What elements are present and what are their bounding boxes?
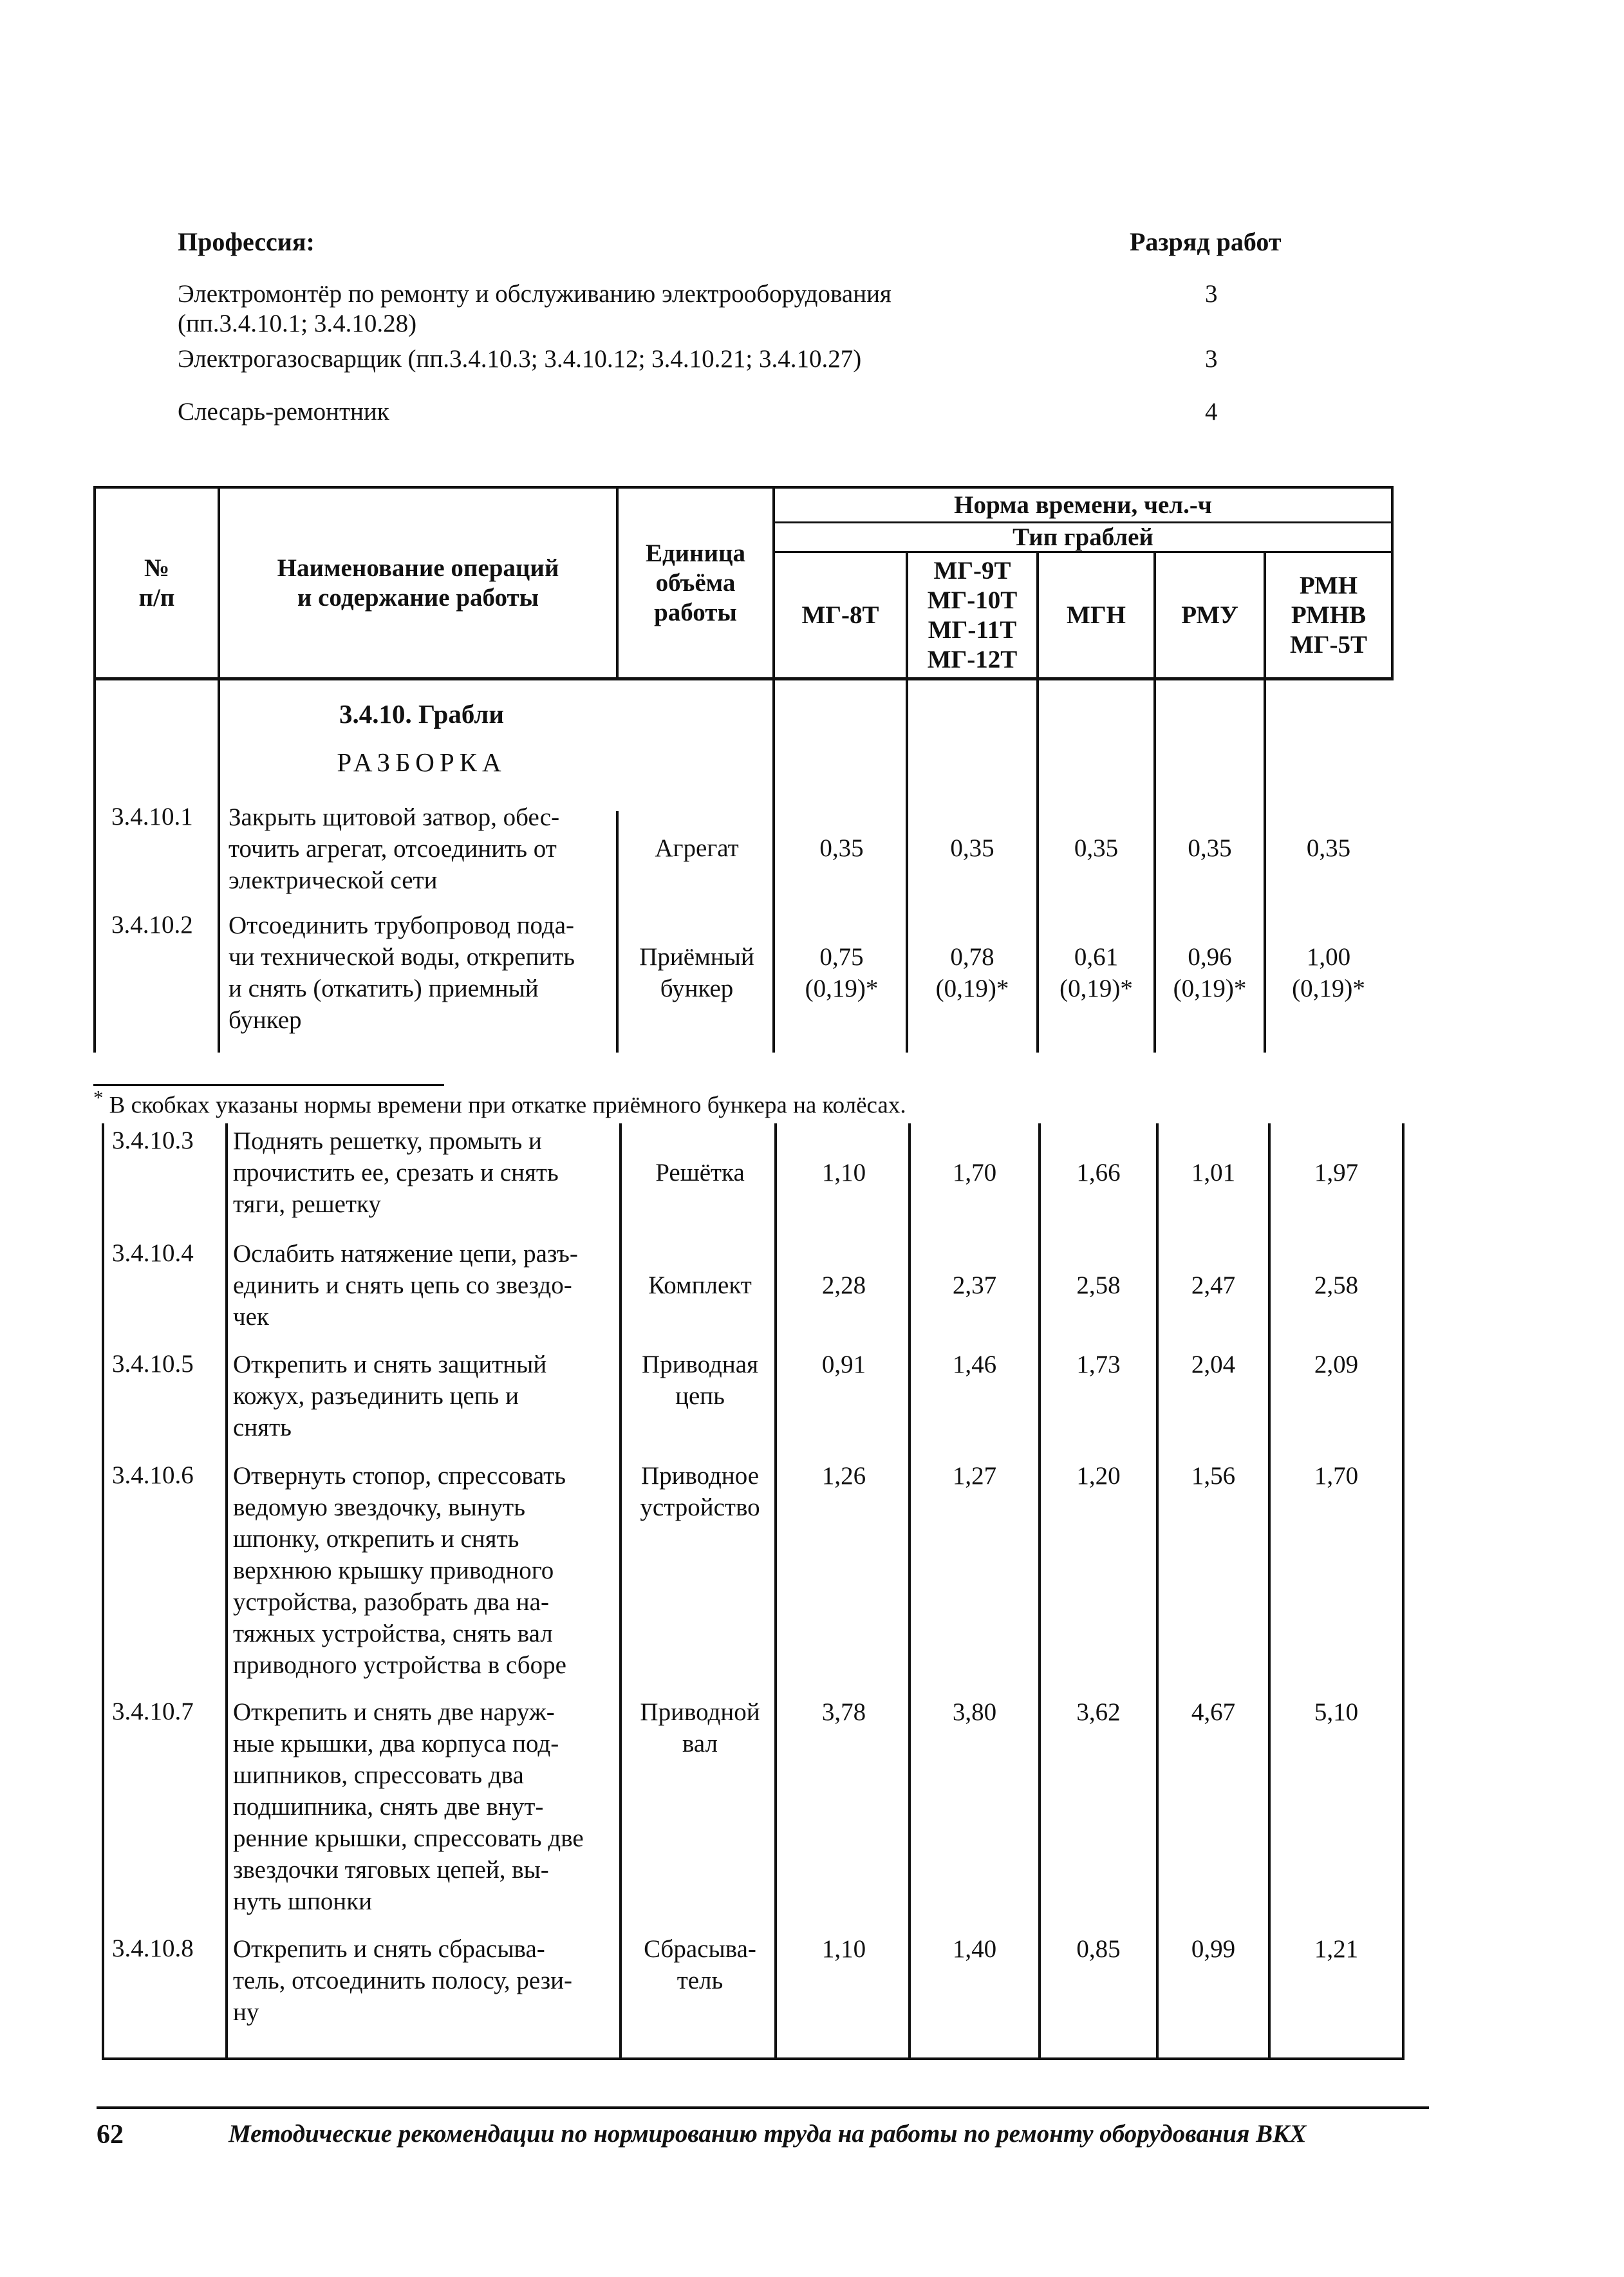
row-7-name: [233, 1696, 629, 1917]
row-1-value-3: 0,35: [1074, 834, 1119, 862]
row-6-name-line-1: Отвернуть стопор, спрессовать: [233, 1462, 566, 1490]
grade-label: Разряд работ: [1130, 227, 1282, 256]
header-type-3-line-1: МГН: [1067, 601, 1126, 629]
row-3-name-line-3: тяги, решетку: [233, 1190, 381, 1218]
row-4-num: 3.4.10.4: [112, 1239, 194, 1267]
row-2-num: 3.4.10.2: [111, 911, 193, 939]
row-3-name: [233, 1125, 629, 1220]
row-1-value-4: 0,35: [1188, 834, 1232, 862]
row-6-value-3: 1,20: [1076, 1462, 1121, 1490]
col-divider-num-lower: [225, 1123, 228, 2060]
col-divider-unit-lower: [774, 1123, 777, 2060]
row-5-value-5: 2,09: [1314, 1351, 1359, 1378]
row-2-name-line-1: Отсоединить трубопровод пода-: [229, 912, 575, 939]
header-type-4-line-1: РМУ: [1181, 601, 1238, 629]
row-8-name-line-3: ну: [233, 1998, 259, 2026]
row-1-value-1: 0,35: [819, 834, 864, 862]
row-7-name-line-3: шипников, спрессовать два: [233, 1761, 524, 1789]
row-2-value-4-alt: (0,19)*: [1173, 975, 1247, 1002]
footnote: [93, 1087, 906, 1119]
table-right-border-lower: [1402, 1123, 1405, 2060]
row-3-num: 3.4.10.3: [112, 1127, 194, 1154]
row-6-unit-line-1: Приводное: [640, 1462, 760, 1490]
row-5-unit-line-1: Приводная: [641, 1351, 759, 1378]
row-2-value-5-alt: (0,19)*: [1292, 975, 1365, 1002]
row-2-unit: [624, 941, 769, 1004]
row-6-unit-line-2: устройство: [640, 1494, 760, 1521]
row-2-value-3-alt: (0,19)*: [1059, 975, 1133, 1002]
row-7-value-2: 3,80: [952, 1698, 997, 1726]
row-7-name-line-2: ные крышки, два корпуса под-: [233, 1730, 559, 1757]
row-1-name-line-2: точить агрегат, отсоединить от: [229, 835, 557, 863]
row-6-name-line-2: ведомую звездочку, вынуть: [233, 1494, 525, 1521]
row-5-unit: [628, 1349, 772, 1412]
row-8-num: 3.4.10.8: [112, 1935, 194, 1962]
header-num: [96, 489, 218, 677]
row-8-unit-line-2: тель: [677, 1967, 723, 1994]
row-1-num: 3.4.10.1: [111, 803, 193, 830]
row-5-name-line-1: Открепить и снять защитный: [233, 1351, 547, 1378]
row-6-name-line-6: тяжных устройства, снять вал: [233, 1620, 553, 1647]
row-8-name-line-1: Открепить и снять сбрасыва-: [233, 1935, 545, 1963]
row-7-num: 3.4.10.7: [112, 1698, 194, 1725]
row-4-name-line-2: единить и снять цепь со звездо-: [233, 1271, 572, 1299]
row-2-name: [229, 910, 624, 1036]
row-7-unit-line-2: вал: [682, 1730, 718, 1757]
row-2-value-1: [778, 941, 906, 1004]
profession-1: [178, 279, 1182, 339]
row-6-name-line-5: устройства, разобрать два на-: [233, 1588, 549, 1616]
row-3-name-line-1: Поднять решетку, промыть и: [233, 1127, 542, 1155]
row-4-value-2: 2,37: [952, 1271, 997, 1299]
row-1-unit: Агрегат: [655, 834, 739, 862]
row-2-name-line-4: бункер: [229, 1006, 302, 1034]
header-type-5-line-1: РМН: [1299, 571, 1358, 599]
row-6-value-2: 1,27: [952, 1462, 997, 1490]
header-type-2-line-1: МГ-9Т: [933, 556, 1011, 585]
col-divider-type-4-lower: [1268, 1123, 1271, 2060]
row-5-value-3: 1,73: [1076, 1351, 1121, 1378]
header-name-line-1: Наименование операций: [277, 554, 559, 582]
footnote-mark: *: [93, 1087, 104, 1109]
row-1-name: [229, 801, 624, 896]
row-1-value-5: 0,35: [1306, 834, 1351, 862]
row-2-value-2: [908, 941, 1036, 1004]
footnote-text: В скобках указаны нормы времени при откатке приёмного бункера на колёсах.: [109, 1092, 906, 1119]
header-type-1-line-1: МГ-8Т: [801, 601, 879, 629]
header-norm-title: Норма времени, чел.-ч: [954, 491, 1212, 519]
row-3-value-4: 1,01: [1191, 1159, 1236, 1186]
header-unit-line-2: объёма: [655, 568, 736, 597]
row-4-value-4: 2,47: [1191, 1271, 1236, 1299]
header-name: [220, 489, 616, 677]
row-4-name: [233, 1238, 629, 1333]
row-3-value-5: 1,97: [1314, 1159, 1359, 1186]
col-divider-type-1-lower: [908, 1123, 911, 2060]
row-3-name-line-2: прочистить ее, срезать и снять: [233, 1159, 559, 1186]
profession-label: Профессия:: [178, 227, 315, 256]
row-2-value-5-main: 1,00: [1306, 943, 1351, 971]
row-8-name-line-2: тель, отсоединить полосу, рези-: [233, 1967, 572, 1994]
row-2-value-1-alt: (0,19)*: [805, 975, 879, 1002]
row-7-unit-line-1: Приводной: [640, 1698, 760, 1726]
row-2-value-1-main: 0,75: [819, 943, 864, 971]
row-5-unit-line-2: цепь: [675, 1382, 725, 1410]
profession-2-grade: 3: [1205, 345, 1218, 373]
profession-1-line-2: (пп.3.4.10.1; 3.4.10.28): [178, 310, 417, 337]
header-name-line-2: и содержание работы: [297, 583, 539, 612]
row-5-name-line-2: кожух, разъединить цепь и: [233, 1382, 519, 1410]
row-8-unit-line-1: Сбрасыва-: [644, 1935, 756, 1963]
header-type-mg9t: [908, 553, 1036, 677]
header-unit-line-1: Единица: [645, 539, 746, 567]
row-1-value-2: 0,35: [950, 834, 994, 862]
row-5-value-4: 2,04: [1191, 1351, 1236, 1378]
row-4-name-line-3: чек: [233, 1303, 269, 1331]
header-rake-type: Тип граблей: [1013, 523, 1153, 551]
row-5-num: 3.4.10.5: [112, 1350, 194, 1378]
row-7-value-5: 5,10: [1314, 1698, 1359, 1726]
footer-rule: [97, 2106, 1429, 2109]
row-7-name-line-5: ренние крышки, спрессовать две: [233, 1824, 584, 1852]
row-7-value-1: 3,78: [821, 1698, 866, 1726]
row-3-value-3: 1,66: [1076, 1159, 1121, 1186]
section-title: 3.4.10. Грабли: [339, 699, 504, 729]
row-2-value-2-alt: (0,19)*: [935, 975, 1009, 1002]
row-6-name: [233, 1460, 629, 1681]
profession-3: Слесарь-ремонтник: [178, 398, 389, 426]
row-8-value-3: 0,85: [1076, 1935, 1121, 1963]
table-left-border-lower: [102, 1123, 104, 2060]
col-divider-type-2-lower: [1038, 1123, 1041, 2060]
row-7-unit: [628, 1696, 772, 1759]
row-6-value-1: 1,26: [821, 1462, 866, 1490]
profession-1-grade: 3: [1205, 280, 1218, 308]
col-divider-type-3-lower: [1156, 1123, 1159, 2060]
row-5-value-2: 1,46: [952, 1351, 997, 1378]
row-8-value-5: 1,21: [1314, 1935, 1359, 1963]
row-4-value-5: 2,58: [1314, 1271, 1359, 1299]
row-7-name-line-1: Открепить и снять две наруж-: [233, 1698, 555, 1726]
row-4-name-line-1: Ослабить натяжение цепи, разъ-: [233, 1240, 578, 1268]
row-6-name-line-7: приводного устройства в сборе: [233, 1651, 566, 1679]
header-unit-line-3: работы: [654, 598, 737, 626]
page-number: 62: [97, 2120, 124, 2150]
header-type-2-line-2: МГ-10Т: [927, 586, 1018, 614]
row-7-name-line-6: звездочки тяговых цепей, вы-: [233, 1856, 549, 1884]
footnote-rule: [93, 1084, 444, 1086]
row-8-unit: [628, 1933, 772, 1996]
row-8-value-2: 1,40: [952, 1935, 997, 1963]
row-5-value-1: 0,91: [821, 1351, 866, 1378]
header-type-2-line-4: МГ-12Т: [927, 645, 1018, 673]
row-7-value-3: 3,62: [1076, 1698, 1121, 1726]
row-4-value-1: 2,28: [821, 1271, 866, 1299]
header-num-line-2: п/п: [138, 583, 175, 612]
row-2-unit-line-2: бункер: [660, 975, 734, 1002]
row-6-unit: [628, 1460, 772, 1523]
table-right-border-upper: [1391, 486, 1394, 679]
header-type-5-line-3: МГ-5Т: [1289, 630, 1368, 659]
header-num-line-1: №: [144, 554, 170, 582]
row-2-name-line-2: чи технической воды, открепить: [229, 943, 575, 971]
row-3-unit: Решётка: [655, 1159, 745, 1186]
row-8-value-4: 0,99: [1191, 1935, 1236, 1963]
header-type-mgn: [1039, 553, 1153, 677]
row-2-unit-line-1: Приёмный: [639, 943, 754, 971]
row-2-name-line-3: и снять (откатить) приемный: [229, 975, 539, 1002]
row-4-unit: Комплект: [648, 1271, 752, 1299]
row-8-name: [233, 1933, 629, 2028]
footer-title: Методические рекомендации по нормированию труда на работы по ремонту оборудования ВКХ: [229, 2120, 1307, 2148]
row-2-value-5: [1266, 941, 1391, 1004]
row-5-name: [233, 1349, 629, 1443]
row-2-value-4-main: 0,96: [1188, 943, 1232, 971]
row-6-value-5: 1,70: [1314, 1462, 1359, 1490]
row-7-name-line-7: нуть шпонки: [233, 1888, 373, 1915]
row-1-name-line-3: электрической сети: [229, 867, 438, 894]
header-unit: [619, 489, 772, 677]
row-2-value-3: [1039, 941, 1153, 1004]
header-type-mg8t: [775, 553, 906, 677]
header-type-rmn: [1266, 553, 1391, 677]
profession-2: Электрогазосварщик (пп.3.4.10.3; 3.4.10.12; 3.4.10.21; 3.4.10.27): [178, 345, 862, 373]
row-1-name-line-1: Закрыть щитовой затвор, обес-: [229, 803, 560, 831]
profession-1-line-1: Электромонтёр по ремонту и обслуживанию электрооборудования: [178, 280, 891, 308]
row-7-name-line-4: подшипника, снять две внут-: [233, 1793, 544, 1821]
row-8-value-1: 1,10: [821, 1935, 866, 1963]
row-6-name-line-3: шпонку, открепить и снять: [233, 1525, 519, 1553]
row-6-num: 3.4.10.6: [112, 1461, 194, 1489]
row-5-name-line-3: снять: [233, 1414, 292, 1441]
row-6-name-line-4: верхнюю крышку приводного: [233, 1557, 554, 1584]
row-6-value-4: 1,56: [1191, 1462, 1236, 1490]
row-2-value-4: [1156, 941, 1264, 1004]
row-2-value-2-main: 0,78: [950, 943, 994, 971]
row-3-value-1: 1,10: [821, 1159, 866, 1186]
row-7-value-4: 4,67: [1191, 1698, 1236, 1726]
row-2-value-3-main: 0,61: [1074, 943, 1119, 971]
header-bottom-border: [93, 677, 1394, 680]
section-subtitle: РАЗБОРКА: [337, 747, 507, 777]
profession-3-grade: 4: [1205, 398, 1218, 426]
header-type-5-line-2: РМНВ: [1291, 601, 1367, 629]
row-3-value-2: 1,70: [952, 1159, 997, 1186]
header-type-rmu: [1156, 553, 1264, 677]
header-type-2-line-3: МГ-11Т: [928, 615, 1017, 644]
row-4-value-3: 2,58: [1076, 1271, 1121, 1299]
table-bottom-border: [102, 2057, 1405, 2060]
